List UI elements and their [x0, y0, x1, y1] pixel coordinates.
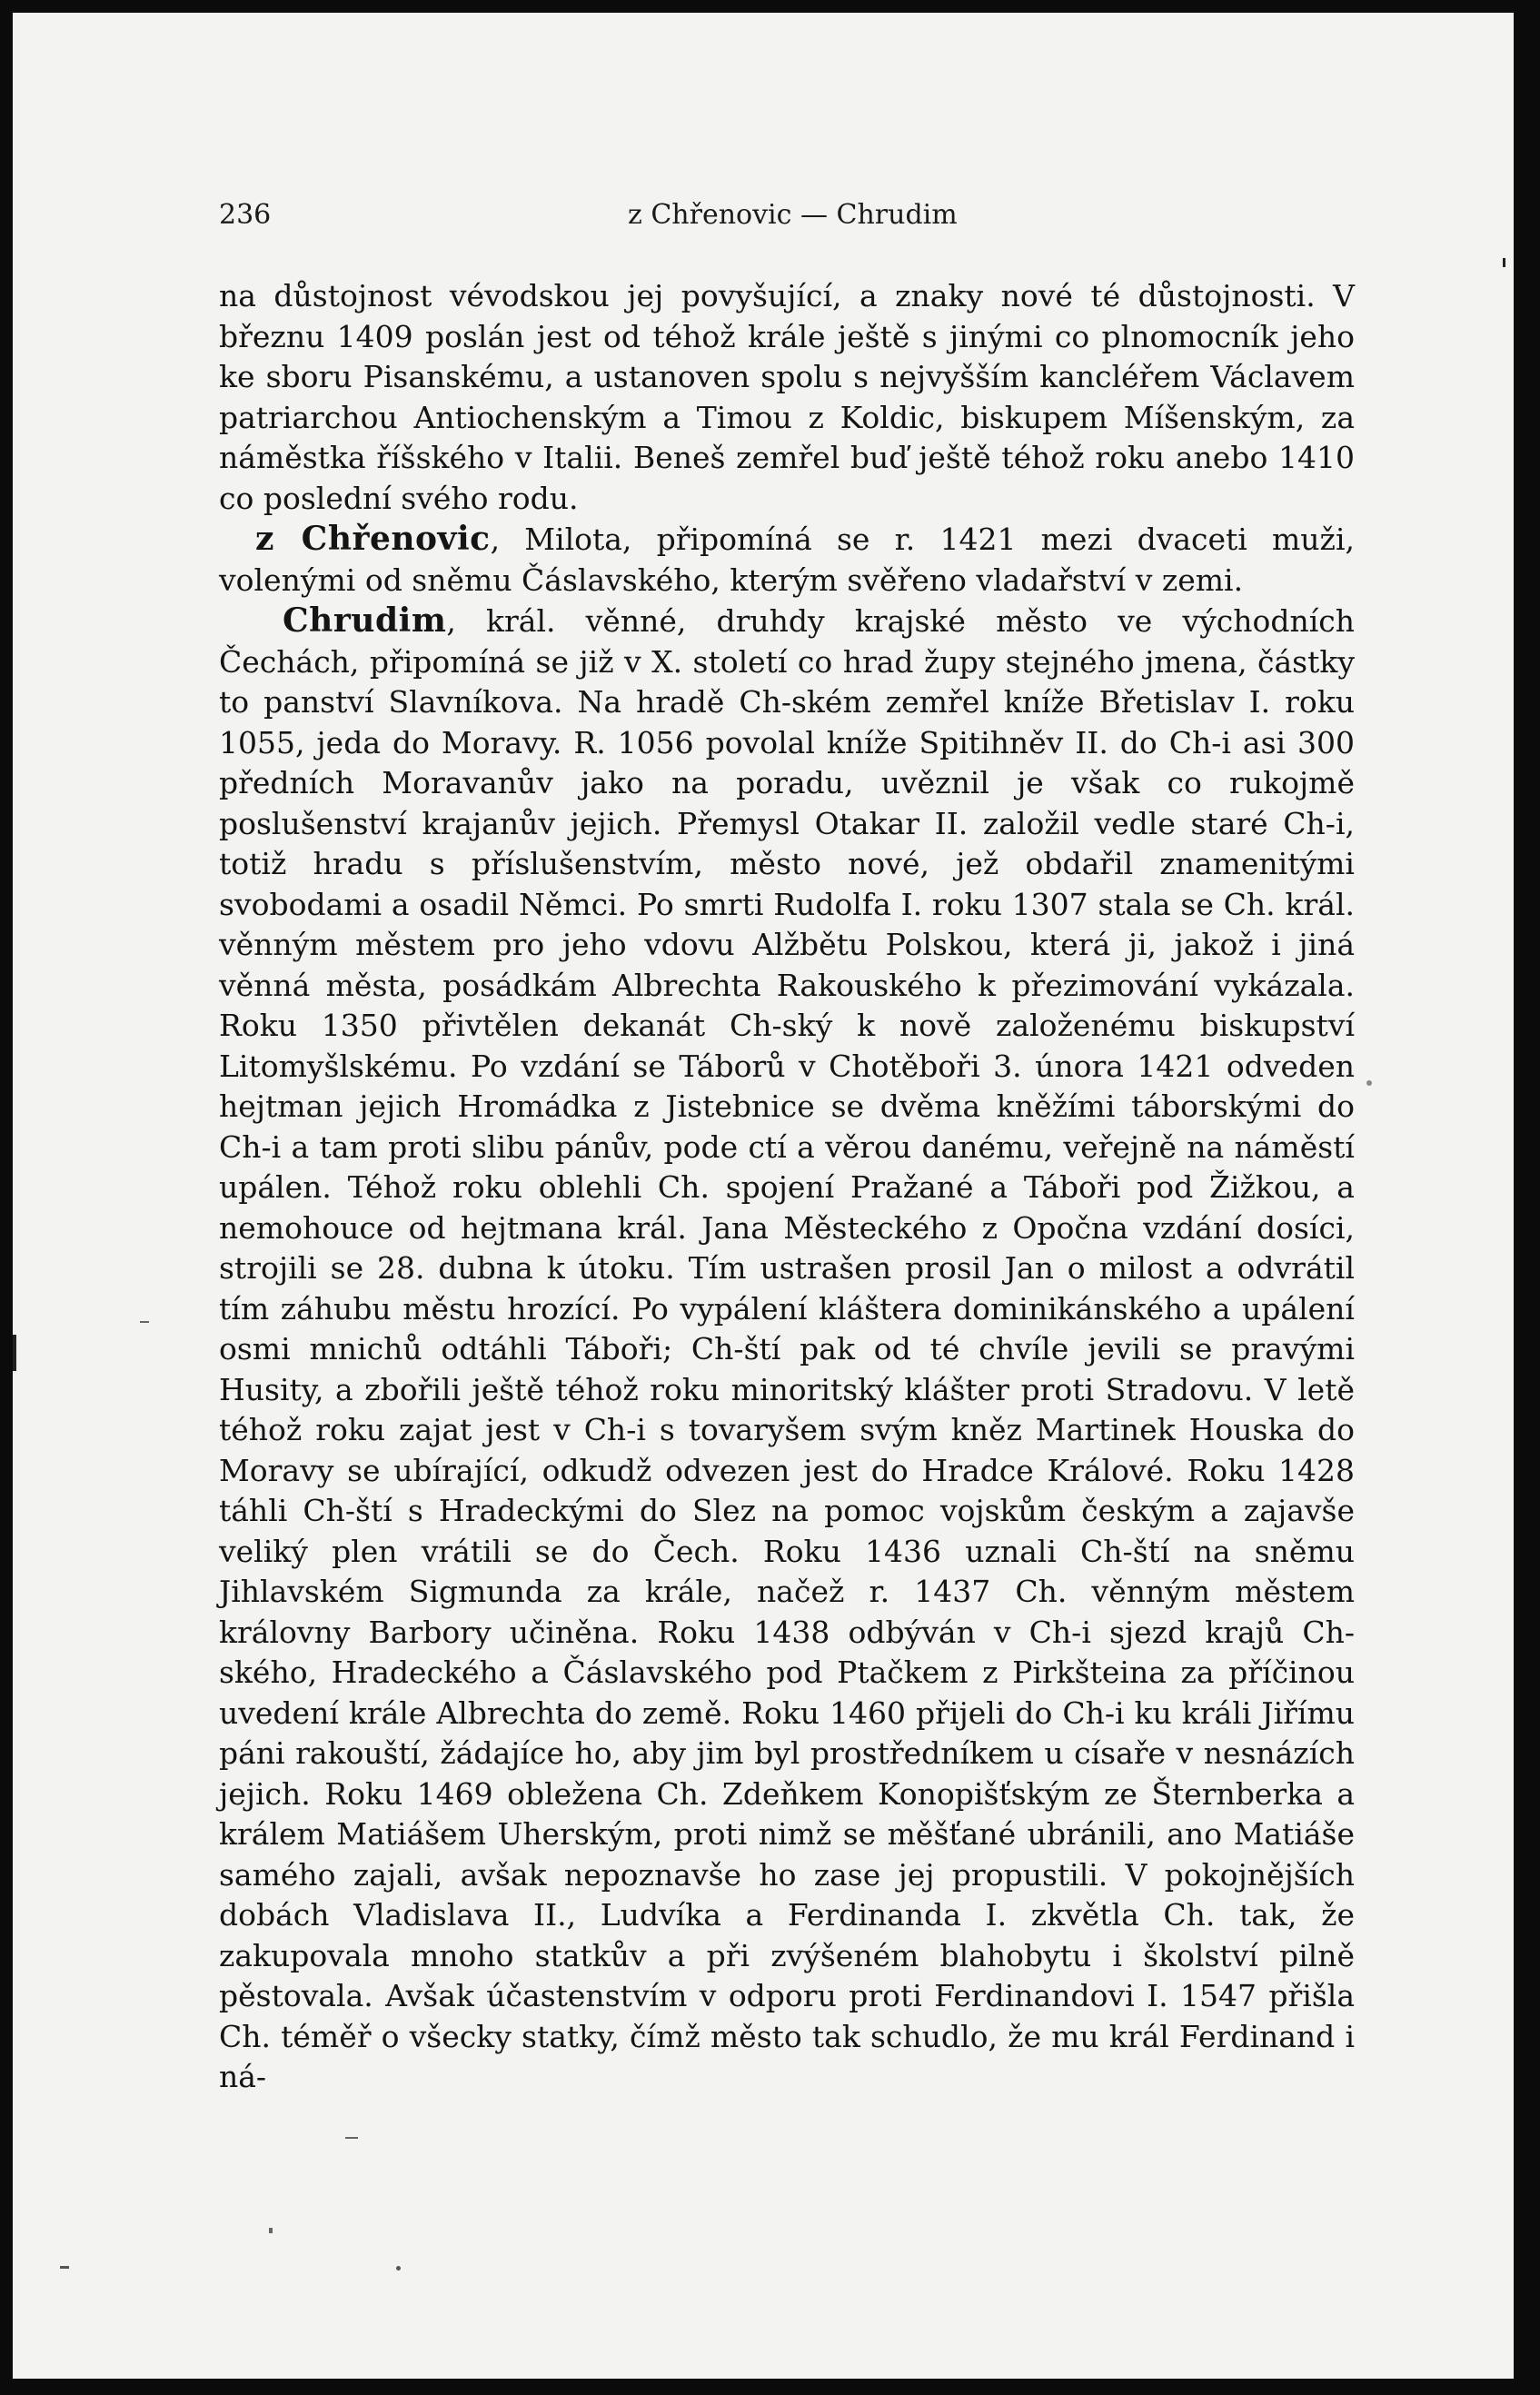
- running-title: z Chřenovic — Chrudim: [628, 199, 958, 231]
- entry-chrudim: [219, 601, 1355, 2098]
- scan-speck: [140, 1321, 149, 1323]
- scan-speck: [1503, 258, 1505, 267]
- scan-speck: [60, 2266, 69, 2269]
- scan-speck: [396, 2266, 401, 2271]
- entry-chrenovic: [219, 519, 1355, 601]
- page-number: 236: [219, 199, 272, 231]
- headword-chrenovic: z Chřenovic: [255, 520, 491, 558]
- page-header: [219, 199, 1355, 244]
- scan-speck: [345, 2137, 358, 2139]
- entry-chrenovic-text: , Milota, připomíná se r. 1421 mezi dvaceti muži, volenými od sněmu Čáslavského, kterým svěřeno vladařství v zemi.: [219, 522, 1355, 598]
- paragraph-continued: na důstojnost vévodskou jej povyšující, a znaky nové té důstojnosti. V březnu 1409 poslán jest od téhož krále ještě s jinými co plnomocník jeho ke sboru Pisanskému, a ustanoven spolu s nejvyšším kancléřem Václavem patriarchou Antiochenským a Timou z Koldic, biskupem Míšenským, za náměstka říšského v Italii. Beneš zemřel buď ještě téhož roku anebo 1410 co poslední svého rodu.: [219, 278, 1355, 516]
- body-text: [219, 276, 1355, 2098]
- scan-speck: [13, 1335, 16, 1371]
- headword-chrudim: Chrudim: [283, 601, 447, 640]
- entry-chrudim-text: , král. věnné, druhdy krajské město ve východních Čechách, připomíná se již v X. století co hrad župy stejného jmena, částky to panství Slavníkova. Na hradě Ch-ském zemřel kníže Břetislav I. roku 1055, jeda do Moravy. R. 1056 povolal kníže Spitihněv II. do Ch-i asi 300 předních Moravanův jako na poradu, uvěznil je však co rukojmě poslušenství krajanův jejich. Přemysl Otakar II. založil vedle staré Ch-i, totiž hradu s příslušenstvím, město nové, jež obdařil znamenitými svobodami a osadil Němci. Po smrti Rudolfa I. roku 1307 stala se Ch. král. věnným městem pro jeho vdovu Alžbětu Polskou, která ji, jakož i jiná věnná města, posádkám Albrechta Rakouského k přezimování vykázala. Roku 1350 přivtělen dekanát Ch-ský k nově založenému biskupství Litomyšlskému. Po vzdání se Táborů v Chotěboři 3. února 1421 odveden hejtman jejich Hromádka z Jistebnice se dvěma kněžími táborskými do Ch-i a tam proti slibu pánův, pode ctí a věrou danému, veřejně na náměstí upálen. Téhož roku oblehli Ch. spojení Pražané a Táboři pod Žižkou, a nemohouce od hejtmana král. Jana Městeckého z Opočna vzdání dosíci, strojili se 28. dubna k útoku. Tím ustrašen prosil Jan o milost a odvrátil tím záhubu městu hrozící. Po vypálení kláštera dominikánského a upálení osmi mnichů odtáhli Táboři; Ch-ští pak od té chvíle jevili se pravými Husity, a zbořili ještě téhož roku minoritský klášter proti Stradovu. V letě téhož roku zajat jest v Ch-i s tovaryšem svým kněz Martinek Houska do Moravy se ubírající, odkudž odvezen jest do Hradce Králové. Roku 1428 táhli Ch-ští s Hradeckými do Slez na pomoc vojskům českým a zajavše veliký plen vrátili se do Čech. Roku 1436 uznali Ch-ští na sněmu Jihlavském Sigmunda za krále, načež r. 1437 Ch. věnným městem královny Barbory učiněna. Roku 1438 odbýván v Ch-i sjezd krajů Ch-ského, Hradeckého a Čáslavského pod Ptačkem z Pirkšteina za příčinou uvedení krále Albrechta do země. Roku 1460 přijeli do Ch-i ku králi Jiřímu páni rakouští, žádajíce ho, aby jim byl prostředníkem u císaře v nesnázích jejich. Roku 1469 obležena Ch. Zdeňkem Konopišťským ze Šternberka a králem Matiášem Uherským, proti nimž se měšťané ubránili, ano Matiáše samého zajali, avšak nepoznavše ho zase jej propustili. V pokojnějších dobách Vladislava II., Ludvíka a Ferdinanda I. zkvětla Ch. tak, že zakupovala mnoho statkův a při zvýšeném blahobytu i školství pilně pěstovala. Avšak účastenstvím v odporu proti Ferdinandovi I. 1547 přišla Ch. téměř o všecky statky, čímž město tak schudlo, že mu král Ferdinand i ná-: [219, 603, 1355, 2094]
- book-page: [13, 13, 1514, 2379]
- scan-speck: [269, 2228, 273, 2233]
- scan-speck: [1366, 1080, 1372, 1086]
